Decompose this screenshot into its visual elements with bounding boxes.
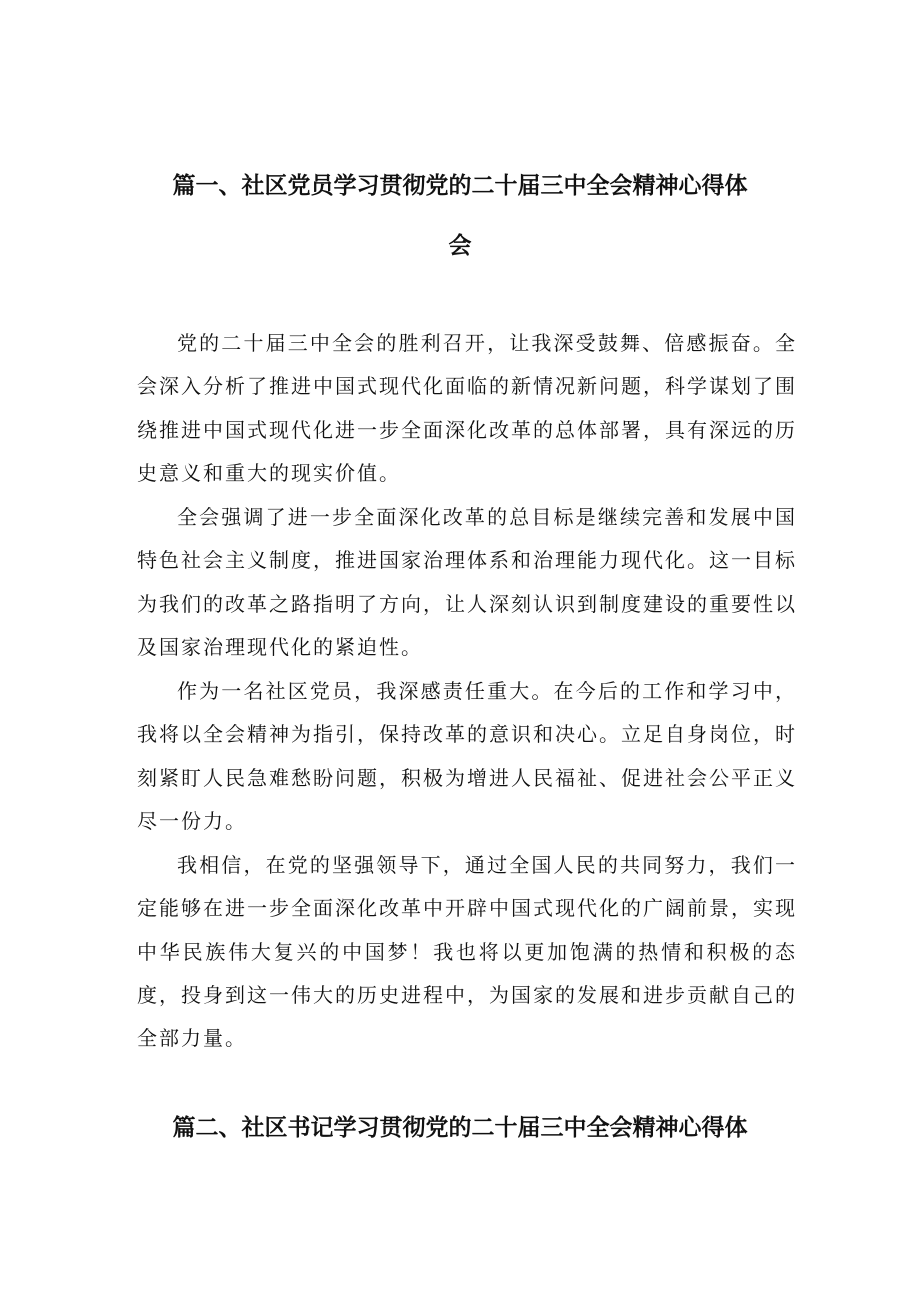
- paragraph-3: 作为一名社区党员，我深感责任重大。在今后的工作和学习中，我将以全会精神为指引，保持改革的意识和决心。立足自身岗位，时刻紧盯人民急难愁盼问题，积极为增进人民福祉、促进社会公平正义尽一份力。: [137, 679, 797, 833]
- paragraph-4: 我相信，在党的坚强领导下，通过全国人民的共同努力，我们一定能够在进一步全面深化改革中开辟中国式现代化的广阔前景，实现中华民族伟大复兴的中国梦！我也将以更加饱满的热情和积极的态度，投身到这一伟大的历史进程中，为国家的发展和进步贡献自己的全部力量。: [137, 853, 797, 1051]
- section-2-title: [120, 1098, 800, 1158]
- paragraph-2: 全会强调了进一步全面深化改革的总目标是继续完善和发展中国特色社会主义制度，推进国家治理体系和治理能力现代化。这一目标为我们的改革之路指明了方向，让人深刻认识到制度建设的重要性以及国家治理现代化的紧迫性。: [137, 505, 797, 659]
- section-1-title-line-1: 篇一、社区党员学习贯彻党的二十届三中全会精神心得体: [172, 173, 748, 199]
- section-1-title: [120, 156, 800, 276]
- paragraph-1: 党的二十届三中全会的胜利召开，让我深受鼓舞、倍感振奋。全会深入分析了推进中国式现代化面临的新情况新问题，科学谋划了围绕推进中国式现代化进一步全面深化改革的总体部署，具有深远的历史意义和重大的现实价值。: [137, 331, 797, 485]
- section-1-title-line-2: 会: [448, 233, 472, 259]
- section-2-title-line-1: 篇二、社区书记学习贯彻党的二十届三中全会精神心得体: [172, 1115, 748, 1141]
